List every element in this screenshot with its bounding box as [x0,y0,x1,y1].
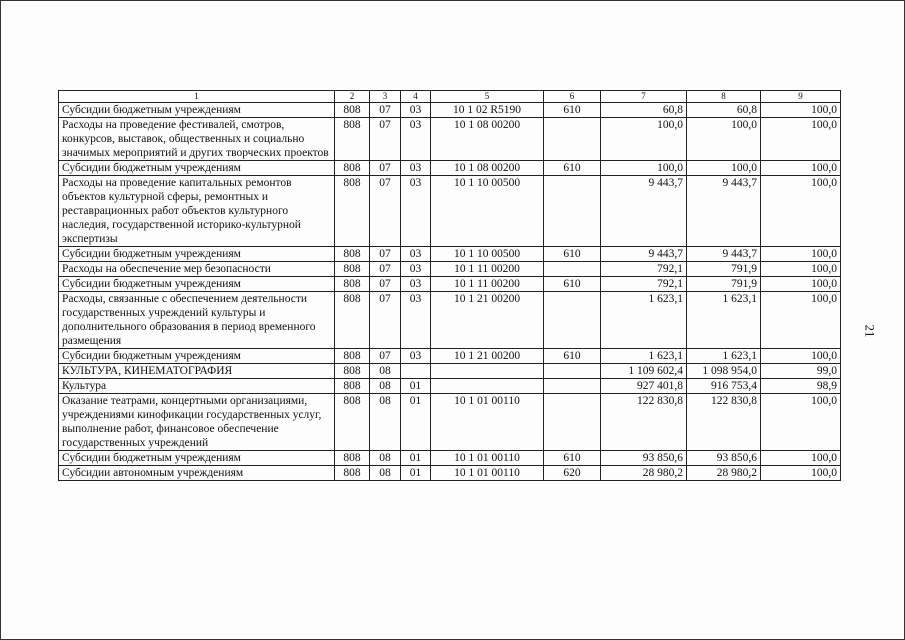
table-cell: 100,0 [761,247,841,262]
table-cell: 808 [335,364,370,379]
table-cell: 1 623,1 [601,349,687,364]
table-cell: 808 [335,118,370,161]
table-cell: 07 [370,277,401,292]
table-cell: 1 098 954,0 [687,364,761,379]
table-cell: 07 [370,103,401,118]
table-row [59,103,841,118]
column-number: 7 [601,91,687,103]
table-row [59,176,841,247]
table-cell: 610 [544,247,601,262]
page-number: 21 [862,324,878,338]
table-cell: 100,0 [761,161,841,176]
table-cell: 10 1 01 00110 [431,451,544,466]
table-row [59,247,841,262]
table-row [59,451,841,466]
table-cell: 28 980,2 [601,466,687,481]
table-row [59,262,841,277]
table-cell: 10 1 08 00200 [431,161,544,176]
table-cell: 08 [370,379,401,394]
table-row [59,277,841,292]
row-name-cell: Расходы на проведение фестивалей, смотров, конкурсов, выставок, общественных и социально значимых мероприятий и других творческих проектов [59,118,335,161]
table-cell: 1 109 602,4 [601,364,687,379]
column-number: 2 [335,91,370,103]
row-name-cell: Субсидии бюджетным учреждениям [59,247,335,262]
table-cell: 08 [370,364,401,379]
row-name-cell: Субсидии бюджетным учреждениям [59,349,335,364]
table-cell: 9 443,7 [601,247,687,262]
table-cell: 10 1 02 R5190 [431,103,544,118]
table-row [59,379,841,394]
column-number-row [59,91,841,103]
table-cell: 9 443,7 [687,247,761,262]
table-cell: 808 [335,451,370,466]
row-name-cell: Субсидии автономным учреждениям [59,466,335,481]
table-cell [544,292,601,349]
table-cell: 07 [370,247,401,262]
column-number: 1 [59,91,335,103]
table-cell: 01 [401,379,431,394]
table-cell: 808 [335,161,370,176]
table-cell: 610 [544,103,601,118]
table-cell: 808 [335,103,370,118]
table-cell: 60,8 [601,103,687,118]
table-cell: 916 753,4 [687,379,761,394]
table-cell: 1 623,1 [687,349,761,364]
row-name-cell: Оказание театрами, концертными организациями, учреждениями кинофикации государственных услуг, выполнение работ, финансовое обеспечение государственных учреждений [59,394,335,451]
table-cell: 808 [335,247,370,262]
table-cell: 808 [335,379,370,394]
table-cell: 07 [370,161,401,176]
table-cell: 93 850,6 [601,451,687,466]
table-cell: 07 [370,349,401,364]
table-cell: 08 [370,394,401,451]
table-row [59,292,841,349]
table-cell: 100,0 [761,118,841,161]
table-cell: 100,0 [601,118,687,161]
table-cell: 808 [335,394,370,451]
table-cell: 808 [335,292,370,349]
column-number: 5 [431,91,544,103]
row-name-cell: Субсидии бюджетным учреждениям [59,451,335,466]
table-cell: 610 [544,451,601,466]
table-cell: 100,0 [687,118,761,161]
table-cell: 1 623,1 [687,292,761,349]
table-cell: 100,0 [761,292,841,349]
table-cell [431,379,544,394]
budget-table [58,90,841,481]
table-cell: 07 [370,176,401,247]
column-number: 3 [370,91,401,103]
table-cell [544,364,601,379]
table-cell: 100,0 [601,161,687,176]
table-cell: 100,0 [761,277,841,292]
column-number: 4 [401,91,431,103]
table-cell: 9 443,7 [687,176,761,247]
table-cell: 100,0 [761,176,841,247]
row-name-cell: Субсидии бюджетным учреждениям [59,161,335,176]
table-cell: 01 [401,394,431,451]
table-row [59,161,841,176]
table-cell: 03 [401,118,431,161]
table-cell: 122 830,8 [687,394,761,451]
table-cell [401,364,431,379]
table-cell: 99,0 [761,364,841,379]
table-cell: 10 1 10 00500 [431,176,544,247]
column-number: 9 [761,91,841,103]
table-cell: 01 [401,466,431,481]
table-cell: 808 [335,277,370,292]
table-cell: 07 [370,118,401,161]
table-cell: 03 [401,349,431,364]
table-cell: 07 [370,292,401,349]
row-name-cell: Расходы, связанные с обеспечением деятельности государственных учреждений культуры и дополнительного образования в период временного размещения [59,292,335,349]
table-cell [544,176,601,247]
row-name-cell: Расходы на проведение капитальных ремонтов объектов культурной сферы, ремонтных и реставрационных работ объектов культурного наследия, государственной историко-культурной экспертизы [59,176,335,247]
table-cell: 100,0 [761,394,841,451]
table-cell: 93 850,6 [687,451,761,466]
table-cell: 808 [335,349,370,364]
table-row [59,394,841,451]
table-cell: 610 [544,349,601,364]
table-cell: 03 [401,103,431,118]
table-cell: 808 [335,466,370,481]
row-name-cell: КУЛЬТУРА, КИНЕМАТОГРАФИЯ [59,364,335,379]
table-cell [544,118,601,161]
table-row [59,118,841,161]
table-cell: 100,0 [687,161,761,176]
table-cell: 1 623,1 [601,292,687,349]
table-cell: 927 401,8 [601,379,687,394]
table-cell: 10 1 10 00500 [431,247,544,262]
row-name-cell: Субсидии бюджетным учреждениям [59,103,335,118]
table-cell [544,379,601,394]
table-cell: 792,1 [601,262,687,277]
table-cell [544,394,601,451]
table-cell: 808 [335,176,370,247]
table-cell: 100,0 [761,451,841,466]
table-cell: 10 1 11 00200 [431,262,544,277]
column-number: 6 [544,91,601,103]
table-cell: 808 [335,262,370,277]
table-cell [431,364,544,379]
table-cell: 28 980,2 [687,466,761,481]
table-cell: 03 [401,277,431,292]
table-cell: 100,0 [761,349,841,364]
row-name-cell: Культура [59,379,335,394]
table-cell [544,262,601,277]
table-cell: 03 [401,176,431,247]
table-cell: 08 [370,466,401,481]
table-cell: 07 [370,262,401,277]
table-cell: 10 1 08 00200 [431,118,544,161]
table-cell: 10 1 01 00110 [431,466,544,481]
table-cell: 03 [401,247,431,262]
table-cell: 791,9 [687,262,761,277]
table-cell: 08 [370,451,401,466]
table-cell: 100,0 [761,262,841,277]
table-cell: 100,0 [761,103,841,118]
table-cell: 10 1 01 00110 [431,394,544,451]
table-cell: 10 1 11 00200 [431,277,544,292]
row-name-cell: Субсидии бюджетным учреждениям [59,277,335,292]
table-row [59,466,841,481]
table-cell: 10 1 21 00200 [431,292,544,349]
table-cell: 610 [544,277,601,292]
table-cell: 9 443,7 [601,176,687,247]
table-cell: 03 [401,262,431,277]
table-row [59,364,841,379]
table-cell: 10 1 21 00200 [431,349,544,364]
table-row [59,349,841,364]
table-cell: 792,1 [601,277,687,292]
row-name-cell: Расходы на обеспечение мер безопасности [59,262,335,277]
table-cell: 98,9 [761,379,841,394]
table-cell: 03 [401,161,431,176]
table-cell: 791,9 [687,277,761,292]
table-cell: 620 [544,466,601,481]
column-number: 8 [687,91,761,103]
table-cell: 610 [544,161,601,176]
table-cell: 03 [401,292,431,349]
table-cell: 100,0 [761,466,841,481]
table-cell: 60,8 [687,103,761,118]
table-cell: 01 [401,451,431,466]
table-cell: 122 830,8 [601,394,687,451]
